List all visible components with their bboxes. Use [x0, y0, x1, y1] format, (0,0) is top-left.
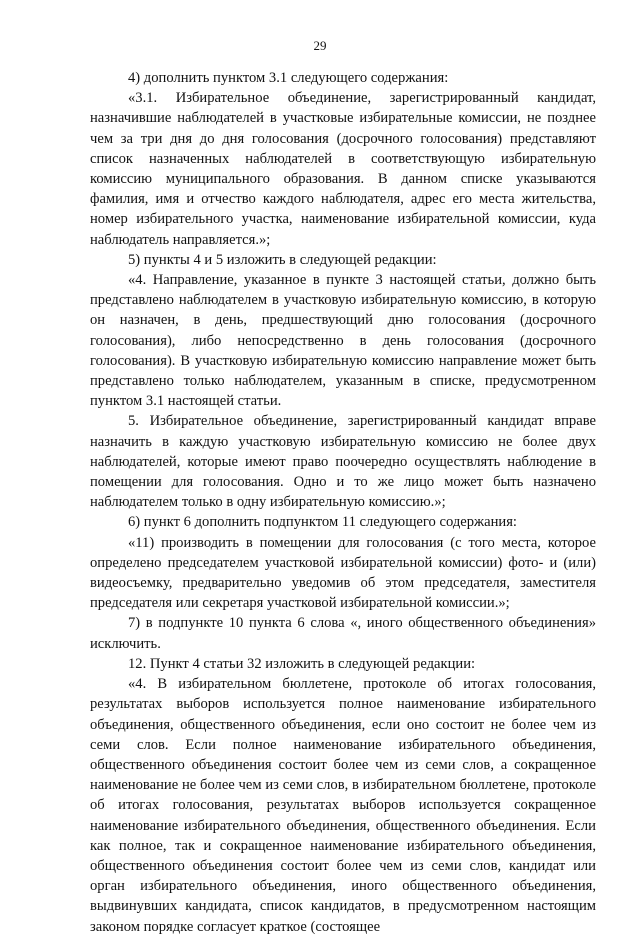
paragraph: «3.1. Избирательное объединение, зарегистрированный кандидат, назначившие наблюдателей в участковые избирательные комиссии, не позднее чем за три дня до дня голосования (досрочного голосования) представляют список назначенных наблюдателей в соответствующую избирательную комиссию муниципального образования. В данном списке указываются фамилия, имя и отчество каждого наблюдателя, адрес его места жительства, номер избирательного участка, наименование избирательной комиссии, куда наблюдатель направляется.»; — [90, 90, 596, 248]
paragraph: 5. Избирательное объединение, зарегистрированный кандидат вправе назначить в каждую участковую избирательную комиссию не более двух наблюдателей, которые имеют право поочередно осуществлять наблюдение в помещении для голосования. Одно и то же лицо может быть назначено наблюдателем только в одну избирательную комиссию.»; — [90, 413, 596, 511]
paragraph: 7) в подпункте 10 пункта 6 слова «, иного общественного объединения» исключить. — [90, 615, 596, 652]
paragraph: 12. Пункт 4 статьи 32 изложить в следующей редакции: — [128, 655, 476, 672]
paragraph: «4. Направление, указанное в пункте 3 настоящей статьи, должно быть представлено наблюдателем в участковую избирательную комиссию, в которую он назначен, в день, предшествующий дню голосования (досрочного голосования), либо непосредственно в день голосования (досрочного голосования). В участковую избирательную комиссию направление может быть представлено только наблюдателем, указанным в списке, предусмотренном пунктом 3.1 настоящей статьи. — [90, 272, 596, 410]
page-number: 29 — [313, 38, 327, 53]
paragraph: 4) дополнить пунктом 3.1 следующего содержания: — [128, 70, 449, 86]
paragraph: «4. В избирательном бюллетене, протоколе об итогах голосования, результатах выборов используется полное наименование избирательного объединения, общественного объединения, если оно состоит не более чем из семи слов. Если полное наименование избирательного объединения, общественного объединения состоит более чем из семи слов, а сокращенное наименование не более чем из семи слов, в избирательном бюллетене, протоколе об итогах голосования, результатах выборов используется сокращенное наименование избирательного объединения, общественного объединения. Если как полное, так и сокращенное наименование избирательного объединения, общественного объединения состоит более чем из семи слов, кандидат или орган избирательного объединения, иного общественного объединения, выдвинувших кандидата, список кандидатов, в предусмотренном настоящим законом порядке согласует краткое (состоящее — [90, 676, 596, 935]
paragraph: «11) производить в помещении для голосования (с того места, которое определено председателем участковой избирательной комиссии) фото- и (или) видеосъемку, предварительно уведомив об этом председателя, заместителя председателя или секретаря участковой избирательной комиссии.»; — [90, 534, 596, 612]
paragraph: 6) пункт 6 дополнить подпунктом 11 следующего содержания: — [128, 514, 517, 531]
paragraph: 5) пункты 4 и 5 изложить в следующей редакции: — [128, 251, 437, 268]
body-text — [90, 68, 596, 937]
